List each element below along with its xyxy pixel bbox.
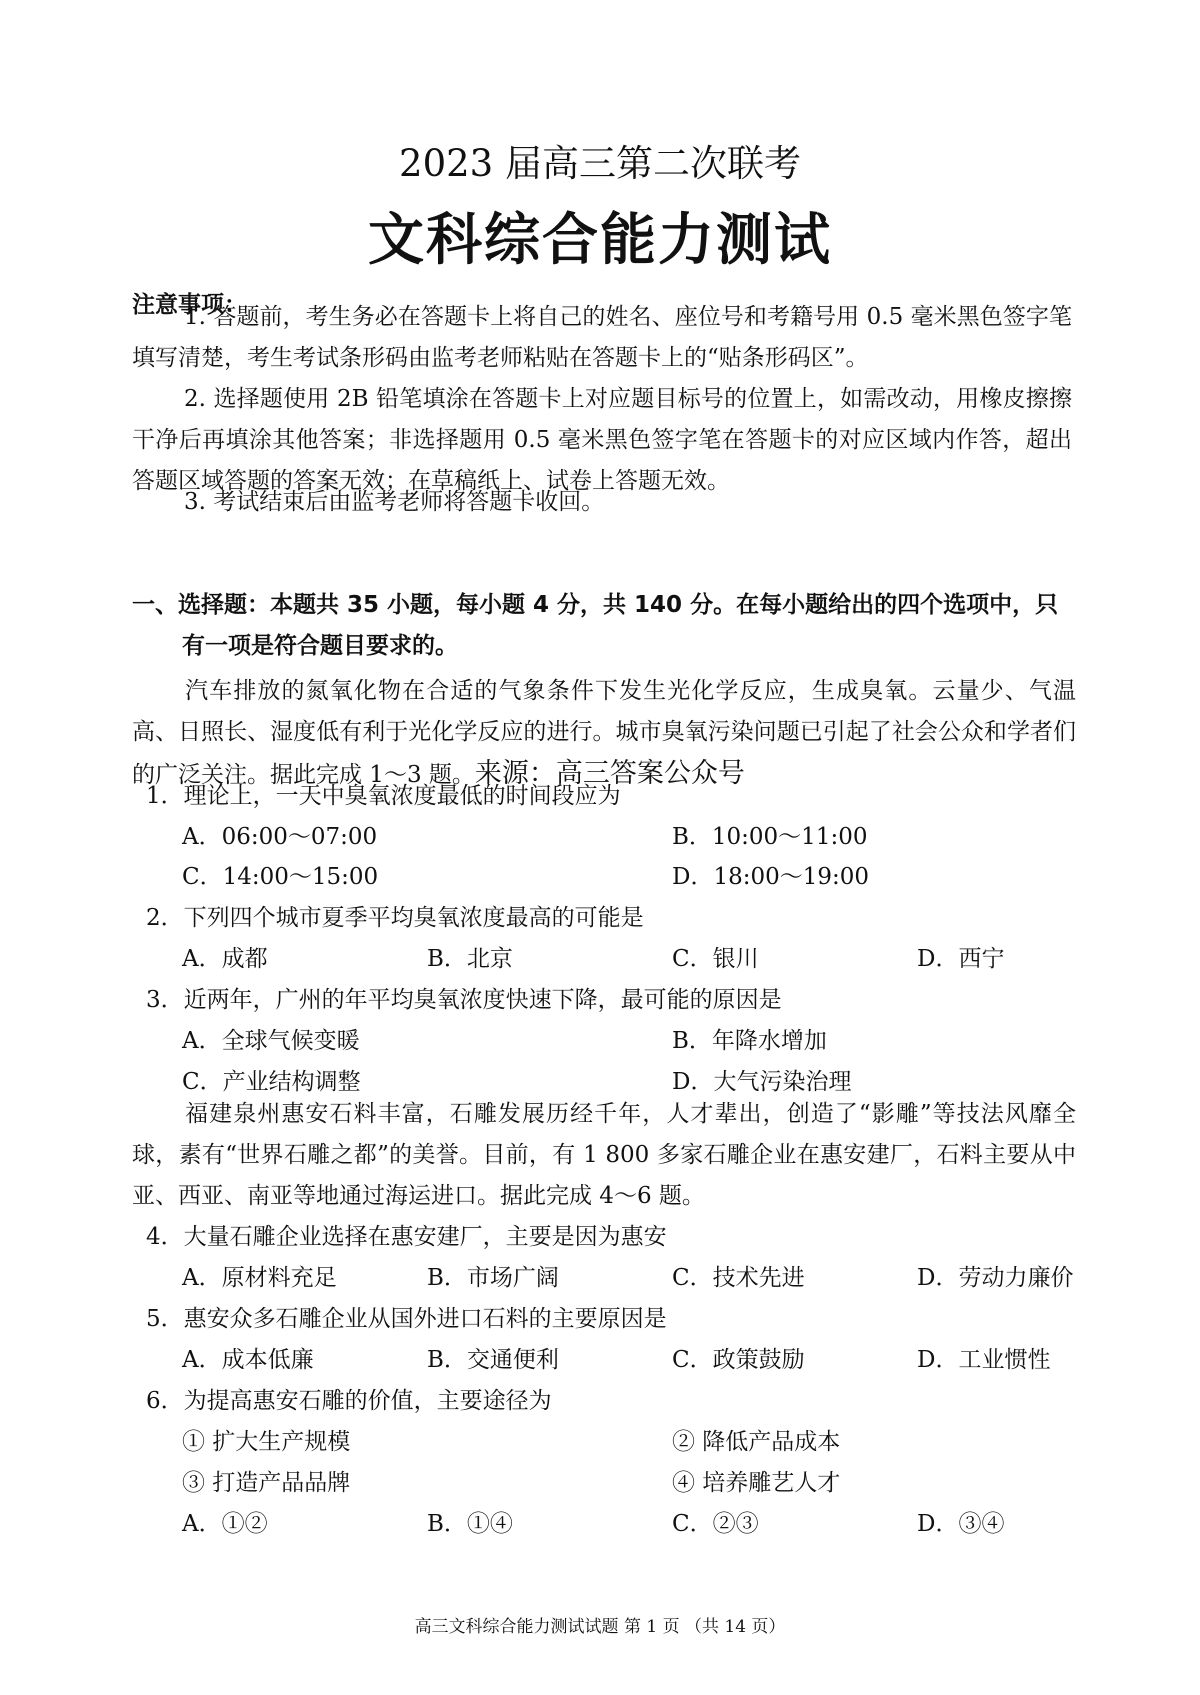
question-5-option-c: C．政策鼓励 (672, 1347, 805, 1373)
question-3-option-b: B．年降水增加 (672, 1028, 827, 1054)
question-4-option-d: D．劳动力廉价 (917, 1265, 1074, 1291)
question-5-option-a: A．成本低廉 (182, 1347, 314, 1373)
question-6-option-a: A．①② (182, 1511, 268, 1537)
question-6-option-c: C．②③ (672, 1511, 759, 1537)
notice-heading: 注意事项： (132, 292, 247, 318)
question-6-option-b: B．①④ (427, 1511, 513, 1537)
material-passage-2: 福建泉州惠安石料丰富，石雕发展历经千年，人才辈出，创造了“影雕”等技法风靡全球，素有“世界石雕之都”的美誉。目前，有 1 800 多家石雕企业在惠安建厂，石料主要从中亚、西亚、南亚等地通过海运进口。据此完成 4～6 题。 (132, 1101, 1076, 1209)
question-2-option-c: C．银川 (672, 946, 759, 972)
question-6-stem: 6．为提高惠安石雕的价值，主要途径为 (146, 1388, 552, 1414)
question-3-option-a: A．全球气候变暖 (182, 1028, 360, 1054)
question-1-stem: 1．理论上，一天中臭氧浓度最低的时间段应为 (146, 783, 621, 809)
notice-item-2: 2. 选择题使用 2B 铅笔填涂在答题卡上对应题目标号的位置上，如需改动，用橡皮擦擦干净后再填涂其他答案；非选择题用 0.5 毫米黑色签字笔在答题卡的对应区域内作答，超出答题区域答题的答案无效；在草稿纸上、试卷上答题无效。 (132, 386, 1072, 494)
section-heading: 一、选择题：本题共 35 小题，每小题 4 分，共 140 分。在每小题给出的四个选项中，只有一项是符合题目要求的。 (132, 592, 1059, 659)
question-5-stem: 5．惠安众多石雕企业从国外进口石料的主要原因是 (146, 1306, 667, 1332)
subject-title: 文科综合能力测试 (368, 207, 832, 273)
question-6-option-d: D．③④ (917, 1511, 1005, 1537)
question-3-stem: 3．近两年，广州的年平均臭氧浓度快速下降，最可能的原因是 (146, 987, 782, 1013)
question-5-option-d: D．工业惯性 (917, 1347, 1051, 1373)
question-2-option-a: A．成都 (182, 946, 268, 972)
source-note: 来源：高三答案公众号 (474, 758, 745, 789)
question-4-stem: 4．大量石雕企业选择在惠安建厂，主要是因为惠安 (146, 1224, 667, 1250)
question-1-option-b: B．10:00～11:00 (672, 824, 868, 850)
question-6-choice-3: ③ 打造产品品牌 (182, 1470, 351, 1496)
question-1-option-a: A．06:00～07:00 (182, 824, 378, 850)
question-6-choice-1: ① 扩大生产规模 (182, 1429, 351, 1455)
question-4-option-a: A．原材料充足 (182, 1265, 337, 1291)
question-1-option-d: D．18:00～19:00 (672, 864, 870, 890)
page-footer: 高三文科综合能力测试试题 第 1 页 （共 14 页） (414, 1617, 786, 1637)
notice-item-1: 1. 答题前，考生务必在答题卡上将自己的姓名、座位号和考籍号用 0.5 毫米黑色签字笔填写清楚，考生考试条形码由监考老师粘贴在答题卡上的“贴条形码区”。 (132, 304, 1072, 371)
notice-item-3: 3. 考试结束后由监考老师将答题卡收回。 (184, 489, 605, 515)
question-1-option-c: C．14:00～15:00 (182, 864, 379, 890)
question-6-choice-2: ② 降低产品成本 (672, 1429, 841, 1455)
question-2-option-d: D．西宁 (917, 946, 1005, 972)
question-2-stem: 2．下列四个城市夏季平均臭氧浓度最高的可能是 (146, 905, 644, 931)
question-6-choice-4: ④ 培养雕艺人才 (672, 1470, 841, 1496)
exam-title: 2023 届高三第二次联考 (399, 142, 801, 185)
material-passage-1: 汽车排放的氮氧化物在合适的气象条件下发生光化学反应，生成臭氧。云量少、气温高、日照长、湿度低有利于光化学反应的进行。城市臭氧污染问题已引起了社会公众和学者们的广泛关注。据此完成 1～3 题。来源：高三答案公众号 (132, 678, 1076, 789)
question-4-option-c: C．技术先进 (672, 1265, 805, 1291)
question-3-option-c: C．产业结构调整 (182, 1069, 361, 1095)
question-5-option-b: B．交通便利 (427, 1347, 559, 1373)
question-4-option-b: B．市场广阔 (427, 1265, 559, 1291)
question-3-option-d: D．大气污染治理 (672, 1069, 852, 1095)
question-2-option-b: B．北京 (427, 946, 513, 972)
